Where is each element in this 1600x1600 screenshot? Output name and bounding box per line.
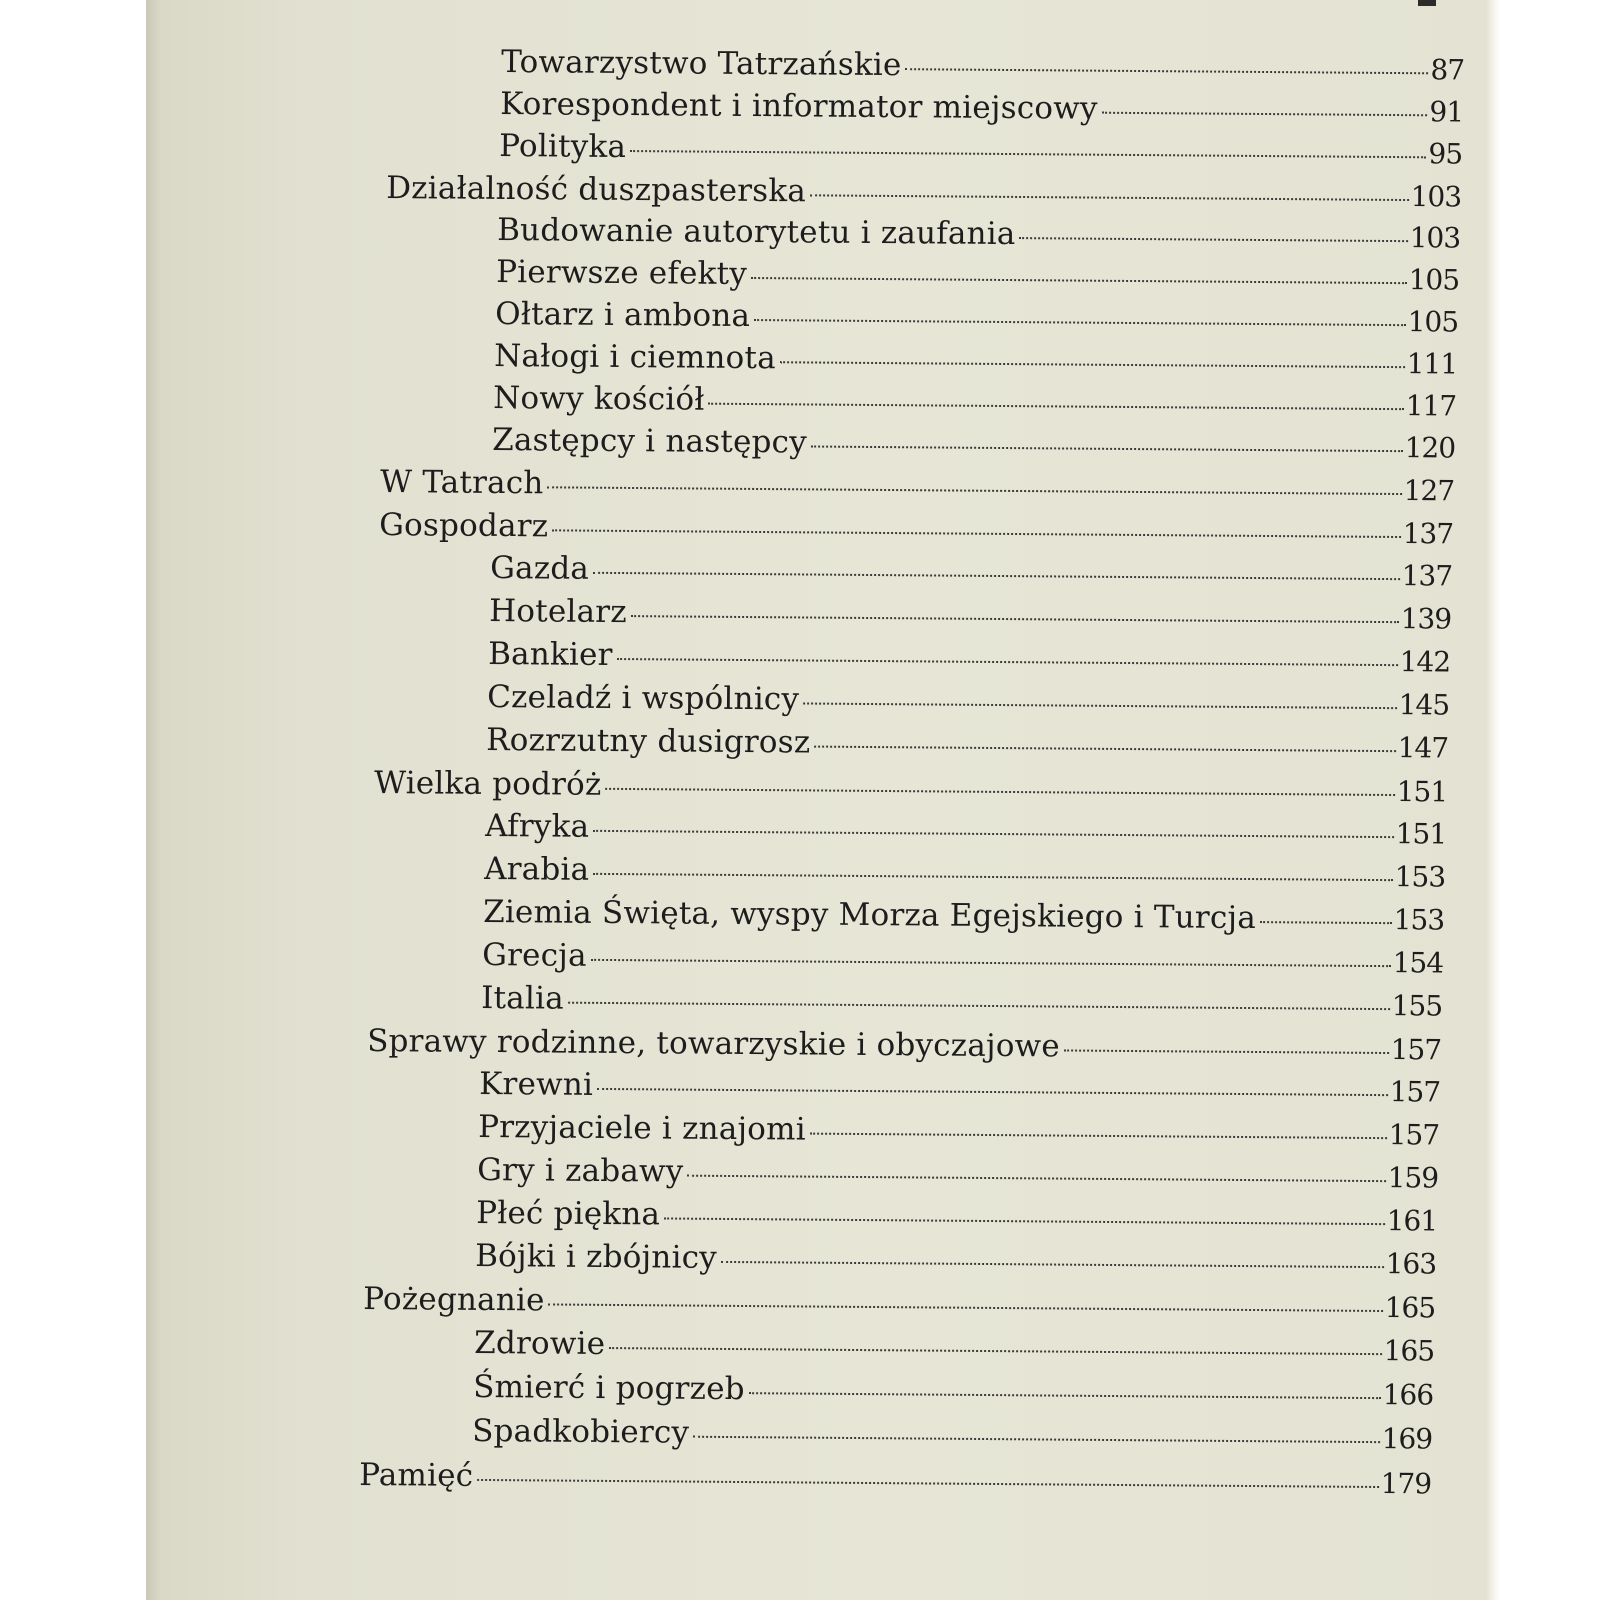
toc-entry-page: 103 <box>1409 221 1461 255</box>
toc-entry-page: 153 <box>1394 860 1446 894</box>
toc-entry-title: Zastępcy i następcy <box>492 422 808 461</box>
toc-entry-page: 91 <box>1429 95 1464 129</box>
toc-entry <box>476 1195 1437 1241</box>
toc-entry-title: Przyjaciele i znajomi <box>478 1109 806 1148</box>
toc-entry-page: 103 <box>1410 180 1462 214</box>
toc-entry-title: Gazda <box>490 550 590 587</box>
toc-entry <box>477 1152 1438 1198</box>
toc-leader-dots <box>617 658 1398 666</box>
toc-entry <box>486 722 1448 768</box>
toc-entry <box>487 679 1449 725</box>
toc-leader-dots <box>814 746 1395 753</box>
toc-leader-dots <box>664 1217 1385 1225</box>
toc-leader-dots <box>754 319 1406 326</box>
toc-entry-title: Sprawy rodzinne, towarzyskie i obyczajowe <box>367 1023 1061 1065</box>
toc-leader-dots <box>591 959 1391 967</box>
toc-leader-dots <box>709 403 1404 410</box>
toc-leader-dots <box>552 529 1400 538</box>
toc-entry-title: Arabia <box>484 851 590 888</box>
toc-leader-dots <box>609 1347 1381 1355</box>
toc-entry-page: 153 <box>1393 903 1445 937</box>
toc-entry-page: 120 <box>1404 431 1456 465</box>
toc-leader-dots <box>1102 112 1428 117</box>
toc-entry-title: Gospodarz <box>379 507 549 545</box>
toc-entry-title: Bójki i zbójnicy <box>475 1238 718 1276</box>
toc-entry-title: Pożegnanie <box>363 1281 545 1319</box>
toc-entry-title: Zdrowie <box>474 1325 606 1363</box>
toc-leader-dots <box>630 150 1426 158</box>
toc-entry <box>473 1369 1433 1415</box>
toc-entry <box>496 254 1459 300</box>
toc-entry <box>492 422 1455 468</box>
toc-entry-page: 165 <box>1383 1334 1435 1368</box>
toc-leader-dots <box>631 615 1399 623</box>
toc-entry <box>367 1023 1441 1069</box>
toc-leader-dots <box>593 873 1392 881</box>
toc-leader-dots <box>606 788 1395 796</box>
toc-entry-title: Nowy kościół <box>493 380 705 418</box>
toc-entry <box>380 464 1454 510</box>
toc-entry-page: 157 <box>1390 1033 1442 1067</box>
toc-leader-dots <box>1064 1049 1389 1054</box>
toc-entry-page: 159 <box>1387 1161 1439 1195</box>
toc-entry <box>478 1109 1439 1155</box>
toc-entry-page: 87 <box>1430 53 1465 87</box>
toc-entry-page: 142 <box>1399 645 1451 679</box>
toc-leader-dots <box>780 361 1405 368</box>
toc-entry <box>484 851 1445 897</box>
toc-entry <box>475 1238 1436 1284</box>
toc-entry-title: Śmierć i pogrzeb <box>473 1369 745 1408</box>
toc-entry <box>359 1457 1431 1503</box>
toc-entry-title: Ołtarz i ambona <box>495 296 751 335</box>
toc-entry-page: 137 <box>1401 559 1453 593</box>
toc-entry-title: Krewni <box>479 1066 594 1103</box>
toc-entry-page: 157 <box>1388 1118 1440 1152</box>
toc-entry-page: 139 <box>1400 602 1452 636</box>
toc-leader-dots <box>721 1261 1384 1268</box>
toc-entry-page: 154 <box>1392 946 1444 980</box>
toc-entry <box>483 894 1444 940</box>
toc-entry <box>489 593 1451 639</box>
toc-entry <box>472 1413 1432 1459</box>
toc-entry-page: 157 <box>1389 1075 1441 1109</box>
toc-leader-dots <box>547 486 1401 495</box>
toc-leader-dots <box>597 1088 1388 1096</box>
toc-entry-title: Afryka <box>485 808 590 845</box>
toc-leader-dots <box>477 1479 1378 1488</box>
toc-entry-title: Pierwsze efekty <box>496 254 748 292</box>
toc-entry <box>379 507 1453 553</box>
toc-entry <box>363 1281 1435 1327</box>
toc-entry <box>374 765 1447 811</box>
toc-entry <box>488 636 1450 682</box>
toc-entry-title: Czeladź i wspólnicy <box>487 679 800 718</box>
toc-entry-title: Płeć piękna <box>476 1195 661 1233</box>
toc-entry <box>481 980 1442 1026</box>
toc-leader-dots <box>687 1175 1385 1182</box>
toc-entry-title: Pamięć <box>359 1457 474 1494</box>
toc-leader-dots <box>1020 237 1408 242</box>
toc-leader-dots <box>568 1002 1390 1010</box>
toc-leader-dots <box>906 68 1429 74</box>
toc-entry-page: 151 <box>1395 817 1447 851</box>
toc-entry <box>500 86 1463 132</box>
toc-entry-page: 147 <box>1397 731 1449 765</box>
toc-entry-page: 145 <box>1398 688 1450 722</box>
toc-entry-title: Nałogi i ciemnota <box>494 338 776 377</box>
toc-entry-title: Towarzystwo Tatrzańskie <box>501 44 902 84</box>
toc-entry-title: Hotelarz <box>489 593 627 631</box>
toc-entry-page: 95 <box>1428 137 1463 171</box>
toc-entry-page: 179 <box>1380 1467 1432 1501</box>
toc-entry-title: Polityka <box>499 128 627 165</box>
toc-entry <box>479 1066 1440 1112</box>
toc-leader-dots <box>1260 921 1392 924</box>
toc-entry <box>493 380 1456 426</box>
toc-entry-page: 169 <box>1381 1422 1433 1456</box>
toc-entry-page: 151 <box>1396 775 1448 809</box>
toc-entry-title: Spadkobiercy <box>472 1413 690 1451</box>
toc-entry-page: 166 <box>1382 1378 1434 1412</box>
toc-entry <box>497 212 1460 258</box>
toc-entry <box>501 44 1464 90</box>
toc-entry <box>490 550 1452 596</box>
toc-leader-dots <box>549 1303 1383 1312</box>
toc-leader-dots <box>810 1133 1387 1140</box>
toc-entry <box>485 808 1446 854</box>
toc-entry-title: Korespondent i informator miejscowy <box>500 86 1098 127</box>
toc-leader-dots <box>593 830 1393 838</box>
toc-leader-dots <box>751 277 1407 284</box>
toc-leader-dots <box>811 446 1403 453</box>
toc-leader-dots <box>593 572 1400 580</box>
toc-entry-page: 155 <box>1391 989 1443 1023</box>
toc-entry <box>482 937 1443 983</box>
toc-entry <box>474 1325 1434 1371</box>
toc-entry-title: Bankier <box>488 636 613 673</box>
toc-entry-page: 105 <box>1407 305 1459 339</box>
toc-leader-dots <box>693 1436 1379 1443</box>
toc-entry-page: 127 <box>1403 474 1455 508</box>
toc-entry-page: 117 <box>1405 389 1457 423</box>
toc-entry-title: W Tatrach <box>380 464 544 502</box>
toc-entry-page: 163 <box>1385 1247 1437 1281</box>
toc-entry <box>494 338 1457 384</box>
toc-entry-page: 161 <box>1386 1204 1438 1238</box>
toc-entry-page: 137 <box>1402 517 1454 551</box>
toc-entry-title: Działalność duszpasterska <box>386 170 807 210</box>
toc-entry <box>495 296 1458 342</box>
toc-entry-title: Budowanie autorytetu i zaufania <box>497 212 1016 253</box>
toc-entry-page: 111 <box>1406 347 1458 381</box>
toc-entry-page: 105 <box>1408 263 1460 297</box>
toc-entry-title: Grecja <box>482 937 587 974</box>
toc-entry-title: Gry i zabawy <box>477 1152 684 1190</box>
toc-leader-dots <box>749 1392 1381 1399</box>
toc-entry <box>499 128 1462 174</box>
toc-entry-page: 165 <box>1384 1291 1436 1325</box>
toc-entry-title: Italia <box>481 980 564 1017</box>
toc-entry-title: Ziemia Święta, wyspy Morza Egejskiego i Turcja <box>483 894 1257 937</box>
toc-leader-dots <box>803 702 1397 709</box>
toc-entry-title: Wielka podróż <box>374 765 602 803</box>
toc-entry <box>386 170 1461 216</box>
toc-leader-dots <box>810 194 1409 201</box>
toc-entry-title: Rozrzutny dusigrosz <box>486 722 811 761</box>
